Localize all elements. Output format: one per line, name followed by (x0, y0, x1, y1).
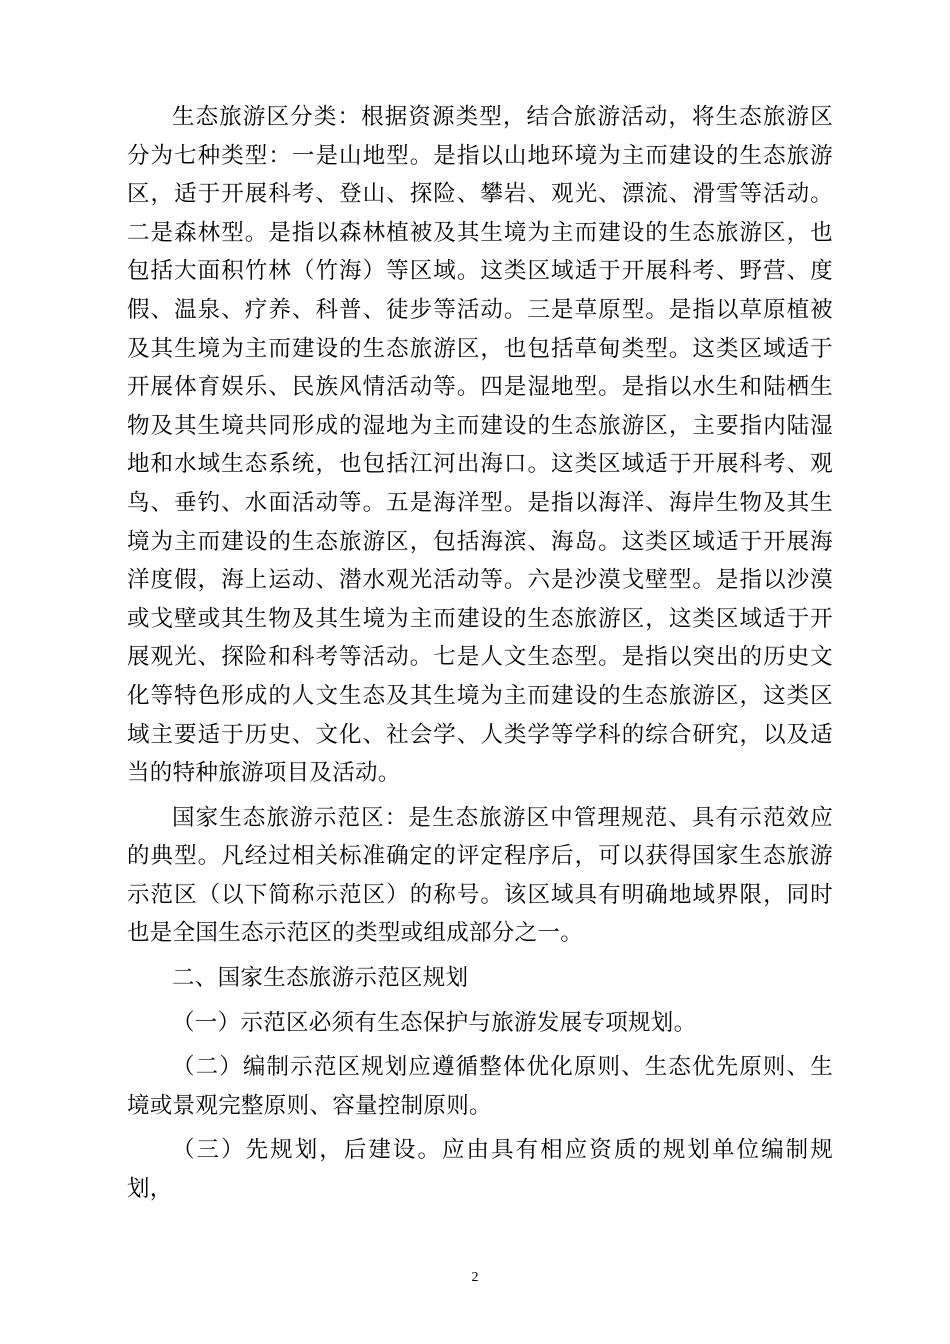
section-heading: 二、国家生态旅游示范区规划 (172, 965, 469, 992)
list-item-2: （二）编制示范区规划应遵循整体优化原则、生态优先原则、生境或景观完整原则、容量控制原则。 (127, 1054, 833, 1119)
list-item-3: （三）先规划，后建设。应由具有相应资质的规划单位编制规划， (127, 1137, 833, 1203)
list-item-1: （一）示范区必须有生态保护与旅游发展专项规划。 (172, 1009, 697, 1036)
paragraph-national-demo-zone: 国家生态旅游示范区：是生态旅游区中管理规范、具有示范效应的典型。凡经过相关标准确定的评定程序后，可以获得国家生态旅游示范区（以下简称示范区）的称号。该区域具有明确地域界限，同时也是全国生态示范区的类型或组成部分之一。 (127, 804, 833, 947)
paragraph-ecotourism-classification: 生态旅游区分类：根据资源类型，结合旅游活动，将生态旅游区分为七种类型：一是山地型。是指以山地环境为主而建设的生态旅游区，适于开展科考、登山、探险、攀岩、观光、漂流、滑雪等活动。二是森林型。是指以森林植被及其生境为主而建设的生态旅游区，也包括大面积竹林（竹海）等区域。这类区域适于开展科考、野营、度假、温泉、疗养、科普、徒步等活动。三是草原型。是指以草原植被及其生境为主而建设的生态旅游区，也包括草甸类型。这类区域适于开展体育娱乐、民族风情活动等。四是湿地型。是指以水生和陆栖生物及其生境共同形成的湿地为主而建设的生态旅游区，主要指内陆湿地和水域生态系统，也包括江河出海口。这类区域适于开展科考、观鸟、垂钓、水面活动等。五是海洋型。是指以海洋、海岸生物及其生境为主而建设的生态旅游区，包括海滨、海岛。这类区域适于开展海洋度假，海上运动、潜水观光活动等。六是沙漠戈壁型。是指以沙漠或戈壁或其生物及其生境为主而建设的生态旅游区，这类区域适于开展观光、探险和科考等活动。七是人文生态型。是指以突出的历史文化等特色形成的人文生态及其生境为主而建设的生态旅游区，这类区域主要适于历史、文化、社会学、人类学等学科的综合研究，以及适当的特种旅游项目及活动。 (127, 104, 833, 787)
page-number: 2 (471, 1270, 479, 1285)
document-body (127, 98, 833, 1209)
